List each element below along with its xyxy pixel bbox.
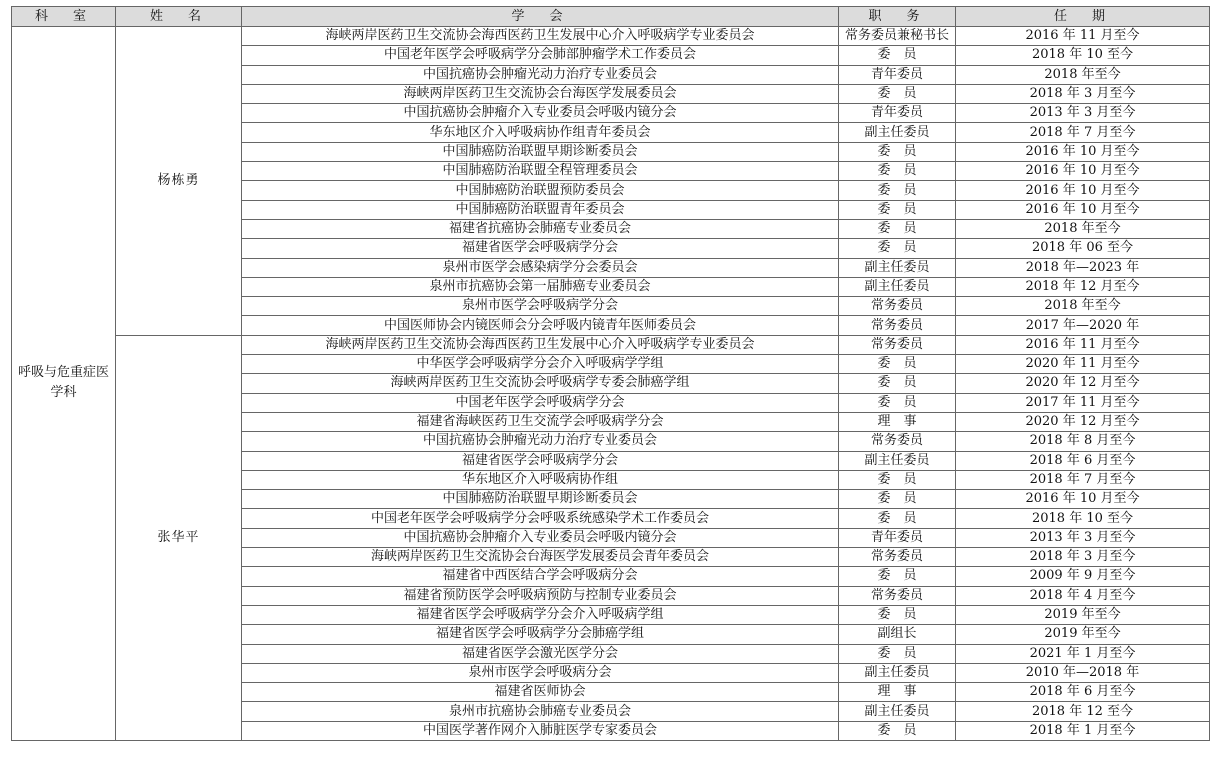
position-cell: 副主任委员 [839, 277, 956, 296]
term-cell: 2018 年—2023 年 [956, 258, 1210, 277]
society-cell: 泉州市抗癌协会肺癌专业委员会 [242, 702, 839, 721]
position-cell: 副主任委员 [839, 702, 956, 721]
term-cell: 2018 年 12 月至今 [956, 277, 1210, 296]
term-cell: 2016 年 10 月至今 [956, 181, 1210, 200]
term-cell: 2016 年 11 月至今 [956, 335, 1210, 354]
society-cell: 福建省海峡医药卫生交流学会呼吸病学分会 [242, 412, 839, 431]
position-cell: 青年委员 [839, 65, 956, 84]
term-cell: 2018 年 3 月至今 [956, 84, 1210, 103]
header-term: 任 期 [956, 7, 1210, 27]
header-society: 学 会 [242, 7, 839, 27]
term-cell: 2018 年 3 月至今 [956, 548, 1210, 567]
position-cell: 委 员 [839, 470, 956, 489]
term-cell: 2018 年 6 月至今 [956, 683, 1210, 702]
committee-table [11, 6, 1210, 741]
term-cell: 2018 年 7 月至今 [956, 123, 1210, 142]
term-cell: 2018 年 06 至今 [956, 239, 1210, 258]
society-cell: 福建省中西医结合学会呼吸病分会 [242, 567, 839, 586]
position-cell: 委 员 [839, 355, 956, 374]
term-cell: 2018 年 4 月至今 [956, 586, 1210, 605]
table-row [12, 27, 1210, 46]
term-cell: 2010 年—2018 年 [956, 663, 1210, 682]
society-cell: 中华医学会呼吸病学分会介入呼吸病学学组 [242, 355, 839, 374]
table-body [12, 27, 1210, 741]
society-cell: 中国老年医学会呼吸病学分会肺部肿瘤学术工作委员会 [242, 46, 839, 65]
person-name-cell: 杨栋勇 [116, 27, 242, 336]
position-cell: 委 员 [839, 374, 956, 393]
term-cell: 2020 年 11 月至今 [956, 355, 1210, 374]
society-cell: 福建省医学会呼吸病学分会肺癌学组 [242, 625, 839, 644]
position-cell: 委 员 [839, 181, 956, 200]
term-cell: 2016 年 10 月至今 [956, 142, 1210, 161]
position-cell: 副组长 [839, 625, 956, 644]
position-cell: 委 员 [839, 142, 956, 161]
society-cell: 福建省抗癌协会肺癌专业委员会 [242, 219, 839, 238]
term-cell: 2016 年 10 月至今 [956, 490, 1210, 509]
term-cell: 2018 年 10 至今 [956, 46, 1210, 65]
society-cell: 福建省医师协会 [242, 683, 839, 702]
person-name-cell: 张华平 [116, 335, 242, 740]
term-cell: 2016 年 10 月至今 [956, 200, 1210, 219]
position-cell: 委 员 [839, 721, 956, 740]
society-cell: 中国肺癌防治联盟早期诊断委员会 [242, 142, 839, 161]
term-cell: 2018 年 12 至今 [956, 702, 1210, 721]
society-cell: 中国老年医学会呼吸病学分会 [242, 393, 839, 412]
term-cell: 2021 年 1 月至今 [956, 644, 1210, 663]
term-cell: 2017 年—2020 年 [956, 316, 1210, 335]
society-cell: 中国肺癌防治联盟青年委员会 [242, 200, 839, 219]
society-cell: 福建省预防医学会呼吸病预防与控制专业委员会 [242, 586, 839, 605]
term-cell: 2009 年 9 月至今 [956, 567, 1210, 586]
position-cell: 委 员 [839, 239, 956, 258]
society-cell: 中国老年医学会呼吸病学分会呼吸系统感染学术工作委员会 [242, 509, 839, 528]
header-department: 科 室 [12, 7, 116, 27]
position-cell: 委 员 [839, 605, 956, 624]
society-cell: 福建省医学会呼吸病学分会 [242, 239, 839, 258]
term-cell: 2020 年 12 月至今 [956, 412, 1210, 431]
position-cell: 委 员 [839, 46, 956, 65]
position-cell: 理 事 [839, 683, 956, 702]
society-cell: 中国肺癌防治联盟早期诊断委员会 [242, 490, 839, 509]
society-cell: 华东地区介入呼吸病协作组青年委员会 [242, 123, 839, 142]
position-cell: 委 员 [839, 84, 956, 103]
position-cell: 常务委员 [839, 586, 956, 605]
term-cell: 2018 年 1 月至今 [956, 721, 1210, 740]
committee-table-container [11, 6, 1209, 741]
society-cell: 中国医学著作网介入肺脏医学专家委员会 [242, 721, 839, 740]
society-cell: 福建省医学会激光医学分会 [242, 644, 839, 663]
society-cell: 中国抗癌协会肿瘤光动力治疗专业委员会 [242, 432, 839, 451]
position-cell: 常务委员 [839, 316, 956, 335]
term-cell: 2018 年至今 [956, 297, 1210, 316]
position-cell: 委 员 [839, 162, 956, 181]
position-cell: 副主任委员 [839, 258, 956, 277]
position-cell: 委 员 [839, 509, 956, 528]
position-cell: 常务委员 [839, 432, 956, 451]
position-cell: 委 员 [839, 644, 956, 663]
society-cell: 华东地区介入呼吸病协作组 [242, 470, 839, 489]
position-cell: 青年委员 [839, 528, 956, 547]
society-cell: 中国肺癌防治联盟全程管理委员会 [242, 162, 839, 181]
position-cell: 副主任委员 [839, 123, 956, 142]
society-cell: 海峡两岸医药卫生交流协会台海医学发展委员会 [242, 84, 839, 103]
term-cell: 2018 年 10 至今 [956, 509, 1210, 528]
position-cell: 理 事 [839, 412, 956, 431]
term-cell: 2018 年 8 月至今 [956, 432, 1210, 451]
term-cell: 2013 年 3 月至今 [956, 104, 1210, 123]
position-cell: 常务委员兼秘书长 [839, 27, 956, 46]
society-cell: 海峡两岸医药卫生交流协会海西医药卫生发展中心介入呼吸病学专业委员会 [242, 335, 839, 354]
term-cell: 2018 年至今 [956, 65, 1210, 84]
department-cell: 呼吸与危重症医学科 [12, 27, 116, 741]
society-cell: 中国抗癌协会肿瘤光动力治疗专业委员会 [242, 65, 839, 84]
position-cell: 常务委员 [839, 335, 956, 354]
society-cell: 福建省医学会呼吸病学分会介入呼吸病学组 [242, 605, 839, 624]
position-cell: 委 员 [839, 219, 956, 238]
position-cell: 委 员 [839, 490, 956, 509]
society-cell: 泉州市医学会感染病学分会委员会 [242, 258, 839, 277]
society-cell: 中国医师协会内镜医师会分会呼吸内镜青年医师委员会 [242, 316, 839, 335]
term-cell: 2017 年 11 月至今 [956, 393, 1210, 412]
position-cell: 副主任委员 [839, 451, 956, 470]
position-cell: 常务委员 [839, 297, 956, 316]
term-cell: 2018 年 7 月至今 [956, 470, 1210, 489]
society-cell: 福建省医学会呼吸病学分会 [242, 451, 839, 470]
position-cell: 青年委员 [839, 104, 956, 123]
term-cell: 2018 年至今 [956, 219, 1210, 238]
term-cell: 2019 年至今 [956, 605, 1210, 624]
term-cell: 2016 年 11 月至今 [956, 27, 1210, 46]
society-cell: 中国抗癌协会肿瘤介入专业委员会呼吸内镜分会 [242, 528, 839, 547]
society-cell: 海峡两岸医药卫生交流协会海西医药卫生发展中心介入呼吸病学专业委员会 [242, 27, 839, 46]
society-cell: 泉州市医学会呼吸病学分会 [242, 297, 839, 316]
society-cell: 海峡两岸医药卫生交流协会台海医学发展委员会青年委员会 [242, 548, 839, 567]
society-cell: 泉州市医学会呼吸病分会 [242, 663, 839, 682]
society-cell: 泉州市抗癌协会第一届肺癌专业委员会 [242, 277, 839, 296]
header-position: 职 务 [839, 7, 956, 27]
position-cell: 委 员 [839, 200, 956, 219]
position-cell: 副主任委员 [839, 663, 956, 682]
table-row [12, 335, 1210, 354]
position-cell: 委 员 [839, 393, 956, 412]
term-cell: 2019 年至今 [956, 625, 1210, 644]
society-cell: 中国肺癌防治联盟预防委员会 [242, 181, 839, 200]
term-cell: 2013 年 3 月至今 [956, 528, 1210, 547]
position-cell: 委 员 [839, 567, 956, 586]
position-cell: 常务委员 [839, 548, 956, 567]
term-cell: 2018 年 6 月至今 [956, 451, 1210, 470]
term-cell: 2016 年 10 月至今 [956, 162, 1210, 181]
header-name: 姓 名 [116, 7, 242, 27]
society-cell: 中国抗癌协会肿瘤介入专业委员会呼吸内镜分会 [242, 104, 839, 123]
term-cell: 2020 年 12 月至今 [956, 374, 1210, 393]
society-cell: 海峡两岸医药卫生交流协会呼吸病学专委会肺癌学组 [242, 374, 839, 393]
header-row [12, 7, 1210, 27]
